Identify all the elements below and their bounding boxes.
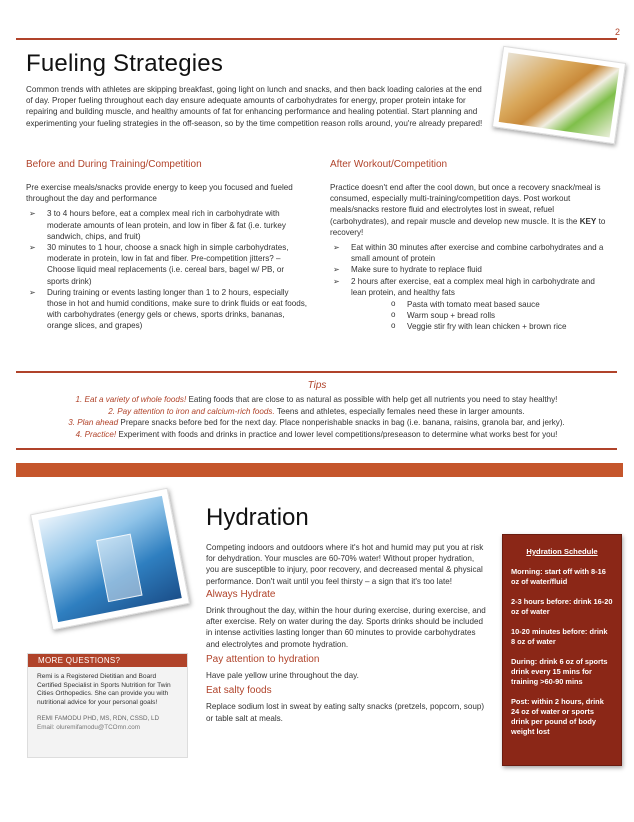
water-glass-photo [30, 488, 190, 631]
more-questions-heading: MORE QUESTIONS? [28, 654, 187, 667]
before-bullets [26, 208, 308, 331]
always-hydrate-text: Drink throughout the day, within the hour during exercise, during exercise, and after exercise. Rely on water during the day. Sports drinks should be included in intense activities lasting longer than 60 minutes to provide carbohydrates and electrolytes and promote hydration. [206, 606, 486, 649]
schedule-item: During: drink 6 oz of sports drink every 15 mins for training >60-90 mins [511, 657, 608, 686]
contact-email[interactable]: Email: oluremifamodu@TCOmn.com [37, 723, 140, 731]
hydration-title: Hydration [206, 504, 309, 531]
before-heading: Before and During Training/Competition [26, 159, 202, 170]
after-lead-end: to recovery! [330, 216, 606, 237]
after-heading: After Workout/Competition [330, 159, 448, 170]
fueling-intro: Common trends with athletes are skipping breakfast, going light on lunch and snacks, and then back loading calories at the end of day. Proper fueling throughout each day ensure adequate amounts of carbohydrates for energy, proper protein intake for repairing and building muscle, and healthy amounts of fat for enhancing performance and healing potential. Start planning and experimenting your fueling strategies in the off-season, so by the time competition reason rolls around, you're already prepared! [26, 85, 483, 128]
schedule-item: Post: within 2 hours, drink 24 oz of water or sports drink per pound of body weight lost [511, 697, 604, 736]
list-item: ➢ During training or events lasting longer than 1 to 2 hours, especially those in hot and humid conditions, make sure to drink fluids or eat foods, with carbohydrates (energy gels or chews, sports drinks, bananas, orange slices, and grapes) [26, 287, 308, 332]
tip-text: Teens and athletes, especially females need these in larger amounts. [274, 406, 525, 416]
list-item: ➢ 30 minutes to 1 hour, choose a snack high in simple carbohydrates, moderate in protein, low in fat and fiber. Pre-competition jitters? – Choose liquid meal replacements (i.e. cereal bars, bagel w/ PB, or sports drink) [26, 242, 308, 287]
list-item: ➢ 3 to 4 hours before, eat a complex meal rich in carbohydrate with moderate amounts of lean protein, and low in fiber & fat (i.e. turkey sandwich, chips, and fruit) [26, 208, 308, 242]
tip-item [16, 417, 617, 429]
hydration-schedule [502, 534, 622, 766]
list-item: o Veggie stir fry with lean chicken + brown rice [391, 321, 612, 332]
schedule-item: Morning: start off with 8-16 oz of water/fluid [511, 567, 606, 586]
before-section [26, 182, 308, 332]
tip-lead: 4. Practice! [75, 430, 117, 440]
always-hydrate-heading: Always Hydrate [206, 588, 276, 600]
tip-item [16, 394, 617, 406]
list-item [330, 276, 612, 333]
schedule-item: 2-3 hours before: drink 16-20 oz of water [511, 597, 613, 616]
attention-heading: Pay attention to hydration [206, 653, 320, 665]
salty-text: Replace sodium lost in sweat by eating salty snacks (pretzels, popcorn, soup) or table salt at meals. [206, 702, 485, 723]
tips-list [16, 394, 617, 441]
list-item: o Pasta with tomato meat based sauce [391, 299, 612, 310]
tip-lead: 3. Plan ahead [68, 418, 119, 428]
questions-body: Remi is a Registered Dietitian and Board Certified Specialist in Sports Nutrition for Twin Cities Orthopedics. She can provide you with nutritional advice for your personal goals! [37, 673, 171, 706]
page-number: 2 [614, 27, 620, 37]
tips-top-divider [16, 371, 617, 373]
after-lead [330, 182, 612, 238]
meal-examples [391, 299, 612, 333]
schedule-title: Hydration Schedule [526, 547, 598, 556]
tips-title: Tips [307, 380, 327, 391]
peanut-butter-apple-photo [492, 46, 626, 144]
attention-text: Have pale yellow urine throughout the day. [206, 671, 359, 681]
top-divider [16, 38, 617, 40]
tip-text: Prepare snacks before bed for the next day. Place nonperishable snacks in bag (i.e. banana, raisins, granola bar, and jerky). [118, 418, 565, 428]
list-item: ➢ Eat within 30 minutes after exercise and combine carbohydrates and a small amount of protein [330, 242, 612, 264]
list-item: o Warm soup + bread rolls [391, 310, 612, 321]
salty-heading: Eat salty foods [206, 685, 272, 697]
after-lead-key: KEY [579, 216, 597, 226]
after-section [330, 182, 612, 333]
fueling-title: Fueling Strategies [26, 50, 224, 77]
hydration-body [206, 542, 486, 724]
after-bullets [330, 242, 612, 333]
credentials: REMI FAMODU PHD, MS, RDN, CSSD, LD [37, 715, 160, 723]
tip-item [16, 429, 617, 441]
more-questions-box [27, 653, 188, 758]
tip-text: Experiment with foods and drinks in practice and lower level competitions/preseason to determine what works best for you! [116, 430, 558, 440]
section-band [16, 463, 623, 477]
tip-lead: 1. Eat a variety of whole foods! [75, 395, 187, 404]
tip-text: Eating foods that are close to as natural as possible with help get all nutrients you need to stay healthy! [186, 395, 558, 404]
tip-lead: 2. Pay attention to iron and calcium-rich foods. [108, 406, 275, 416]
before-lead: Pre exercise meals/snacks provide energy to keep you focused and fueled throughout the day and performance [26, 183, 293, 204]
schedule-item: 10-20 minutes before: drink 8 oz of water [511, 627, 608, 646]
tips-bottom-divider [16, 448, 617, 450]
after-lead-text: Practice doesn't end after the cool down, but once a recovery snack/meal is consumed, especially multi-training/competition days. Post workout meals/snacks restore fluid and electrolytes lost in sweat, refuel (carbohydrates), and repair muscle and develop new muscle. It is the [330, 183, 601, 226]
list-item-text: 2 hours after exercise, eat a complex meal high in carbohydrate and lean protein, and healthy fats [351, 276, 595, 297]
tip-item [16, 406, 617, 418]
list-item: ➢ Make sure to hydrate to replace fluid [330, 264, 612, 275]
hydration-intro: Competing indoors and outdoors where it's hot and humid may put you at risk for dehydration. Your muscles are 60-70% water! Without proper hydration, you are susceptible to injury, poor recovery, and decreased mental & physical performance. Don't wait until you feel thirsty – a sign that it's too late! [206, 543, 484, 586]
